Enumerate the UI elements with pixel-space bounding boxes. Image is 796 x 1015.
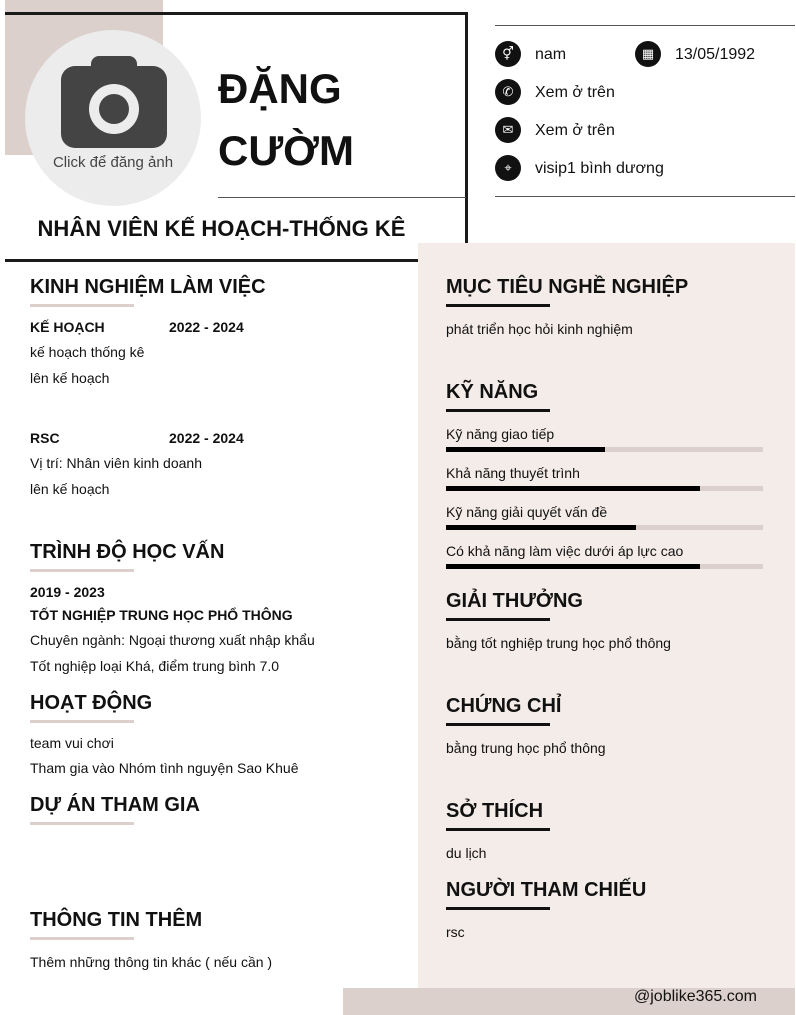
skill-4-label[interactable]: Có khả năng làm việc dưới áp lực cao [446,543,684,559]
activities-underline [30,720,134,723]
more-info-text[interactable]: Thêm những thông tin khác ( nếu cần ) [30,954,273,970]
frame-line-top [5,12,468,15]
job-title[interactable]: NHÂN VIÊN KẾ HOẠCH-THỐNG KÊ [37,216,406,241]
contact-divider-bottom [495,196,795,197]
awards-text[interactable]: bằng tốt nghiệp trung học phổ thông [446,635,671,651]
certificates-underline [446,723,550,726]
location-icon: ⌖ [495,155,521,181]
experience-heading[interactable]: KINH NGHIỆM LÀM VIỆC [30,276,266,298]
experience-2-line-1[interactable]: Vị trí: Nhân viên kinh doanh [30,455,202,471]
objective-text[interactable]: phát triển học hỏi kinh nghiệm [446,321,633,337]
phone-value[interactable]: Xem ở trên [535,84,615,101]
camera-lens [99,94,129,124]
skill-4-fill [446,564,700,569]
objective-underline [446,304,550,307]
contact-divider-top [495,25,795,26]
gender-icon: ⚥ [495,41,521,67]
certificates-text[interactable]: bằng trung học phổ thông [446,740,606,756]
skill-2-label[interactable]: Khả năng thuyết trình [446,465,580,481]
certificates-heading[interactable]: CHỨNG CHỈ [446,695,562,717]
name-line-1: ĐẶNG [218,65,342,112]
experience-1-company[interactable]: KẾ HOẠCH [30,319,105,335]
activities-heading[interactable]: HOẠT ĐỘNG [30,692,153,714]
more-info-heading[interactable]: THÔNG TIN THÊM [30,909,203,931]
skills-underline [446,409,550,412]
experience-1-line-1[interactable]: kế hoạch thống kê [30,344,145,360]
references-underline [446,907,550,910]
education-line-1[interactable]: Chuyên ngành: Ngoại thương xuất nhập khẩu [30,632,315,648]
experience-1-line-2[interactable]: lên kế hoạch [30,370,110,386]
phone-icon: ✆ [495,79,521,105]
awards-heading[interactable]: GIẢI THƯỞNG [446,590,583,612]
education-heading[interactable]: TRÌNH ĐỘ HỌC VẤN [30,541,225,563]
skill-3-label[interactable]: Kỹ năng giải quyết vấn đề [446,504,608,520]
email-icon: ✉ [495,117,521,143]
skill-1-label[interactable]: Kỹ năng giao tiếp [446,426,555,442]
education-school[interactable]: TỐT NGHIỆP TRUNG HỌC PHỔ THÔNG [30,607,293,623]
experience-2-company[interactable]: RSC [30,430,60,446]
education-period[interactable]: 2019 - 2023 [30,584,105,600]
more-info-underline [30,937,134,940]
skill-2-fill [446,486,700,491]
experience-underline [30,304,134,307]
candidate-name[interactable] [218,58,458,182]
footer-brand[interactable]: @joblike365.com [634,988,757,1005]
activities-line-2[interactable]: Tham gia vào Nhóm tình nguyện Sao Khuê [30,760,299,776]
experience-1-period[interactable]: 2022 - 2024 [169,319,244,335]
references-text[interactable]: rsc [446,924,465,940]
education-line-2[interactable]: Tốt nghiệp loại Khá, điểm trung bình 7.0 [30,658,280,674]
projects-underline [30,822,134,825]
experience-2-line-2[interactable]: lên kế hoạch [30,481,110,497]
skill-1-fill [446,447,605,452]
experience-2-period[interactable]: 2022 - 2024 [169,430,244,446]
name-line-2: CƯỜM [218,127,354,174]
awards-underline [446,618,550,621]
skills-heading[interactable]: KỸ NĂNG [446,381,539,403]
objective-heading[interactable]: MỤC TIÊU NGHỀ NGHIỆP [446,276,689,298]
projects-heading[interactable]: DỰ ÁN THAM GIA [30,794,200,816]
skill-3-fill [446,525,636,530]
hobbies-underline [446,828,550,831]
calendar-icon: ▦ [635,41,661,67]
address-value[interactable]: visip1 bình dương [535,160,664,177]
name-divider [218,197,466,198]
references-heading[interactable]: NGƯỜI THAM CHIẾU [446,879,647,901]
activities-line-1[interactable]: team vui chơi [30,735,114,751]
frame-line-bottom [5,259,418,262]
email-value[interactable]: Xem ở trên [535,122,615,139]
education-underline [30,569,134,572]
hobbies-text[interactable]: du lịch [446,845,487,861]
gender-value[interactable]: nam [535,46,567,63]
hobbies-heading[interactable]: SỞ THÍCH [446,800,544,822]
frame-line-right [465,12,468,244]
birthday-value[interactable]: 13/05/1992 [675,46,756,63]
photo-upload-label[interactable]: Click để đăng ảnh [52,154,174,171]
